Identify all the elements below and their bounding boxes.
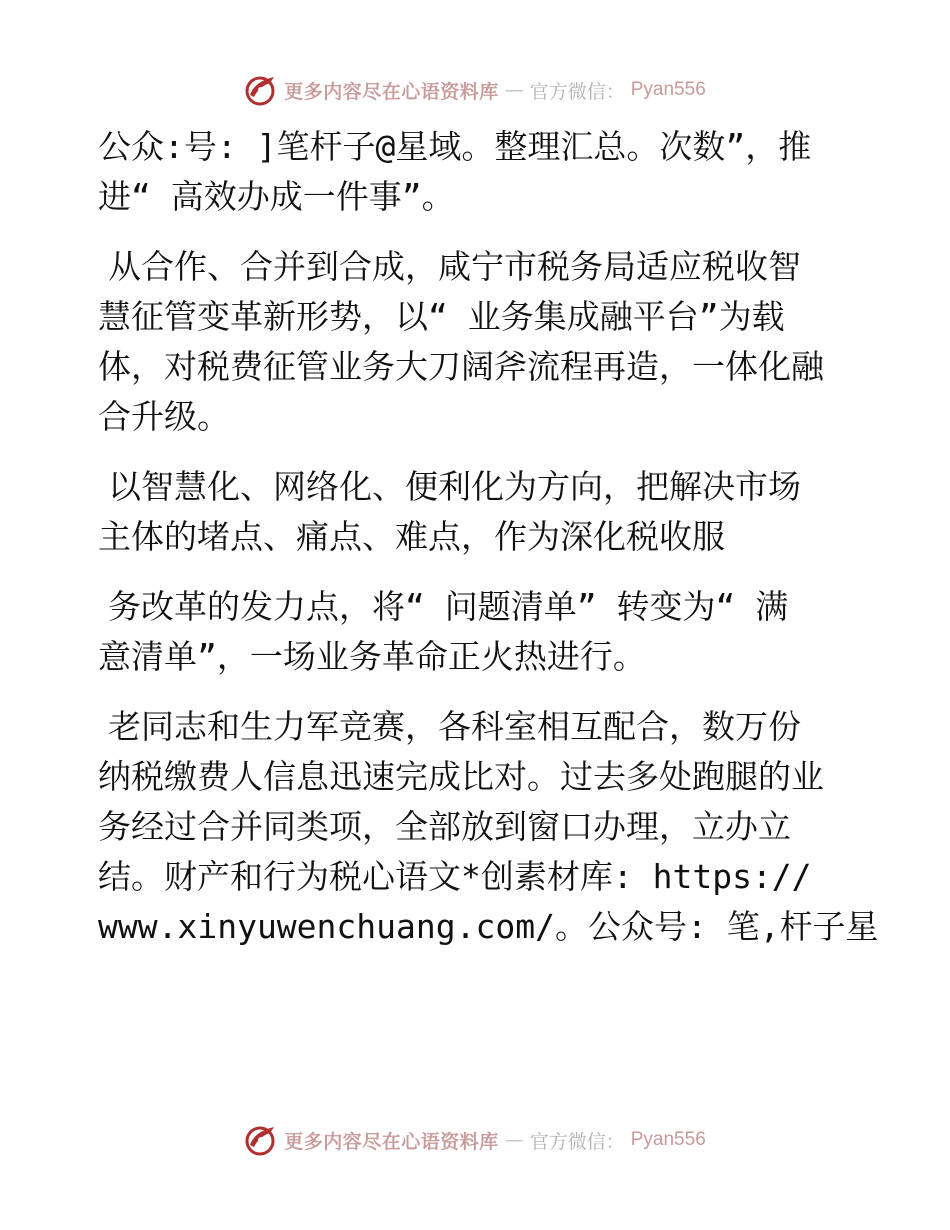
banner-wechat-id: Pyan556 <box>630 1129 706 1150</box>
banner-wechat-id: Pyan556 <box>630 79 706 100</box>
paragraph-4 <box>98 582 858 682</box>
text-line: 从合作、合并到合成，咸宁市税务局适应税收智 <box>108 247 801 286</box>
text-line: 老同志和生力军竞赛，各科室相互配合，数万份 <box>108 707 801 746</box>
text-line: 以智慧化、网络化、便利化为方向，把解决市场 <box>108 467 801 506</box>
banner-wechat-label: 官方微信： <box>529 1130 625 1153</box>
text-line: 进“ 高效办成一件事”。 <box>98 177 455 216</box>
text-line: 结。财产和行为税心语文*创素材库: https:// <box>98 857 812 896</box>
text-line: 公众:号: ]笔杆子@星域。整理汇总。次数”，推 <box>98 127 812 166</box>
text-line: 慧征管变革新形势，以“ 业务集成融平台”为载 <box>98 297 785 336</box>
text-line: 务改革的发力点，将“ 问题清单” 转变为“ 满 <box>108 587 789 626</box>
text-line: 体，对税费征管业务大刀阔斧流程再造，一体化融 <box>98 347 824 386</box>
footer-banner <box>0 1120 950 1160</box>
header-banner <box>0 70 950 110</box>
text-line: 务经过合并同类项，全部放到窗口办理，立办立 <box>98 807 791 846</box>
text-line: 意清单”，一场业务革命正火热进行。 <box>98 637 646 676</box>
pen-nib-logo-icon <box>244 73 278 107</box>
banner-site-name: 更多内容尽在心语资料库 <box>284 80 499 103</box>
paragraph-2 <box>98 242 858 442</box>
banner-wechat-label: 官方微信： <box>529 80 625 103</box>
text-line: 主体的堵点、痛点、难点，作为深化税收服 <box>98 517 725 556</box>
banner-dash: — <box>504 1129 524 1151</box>
paragraph-5 <box>98 702 879 952</box>
text-line: 纳税缴费人信息迅速完成比对。过去多处跑腿的业 <box>98 757 824 796</box>
paragraph-1 <box>98 122 858 222</box>
banner-dash: — <box>504 79 524 101</box>
text-line: 合升级。 <box>98 397 230 436</box>
paragraph-3 <box>98 462 858 562</box>
pen-nib-logo-icon <box>244 1123 278 1157</box>
document-body <box>98 122 879 972</box>
banner-site-name: 更多内容尽在心语资料库 <box>284 1130 499 1153</box>
text-line: www.xinyuwenchuang.com/。公众号: 笔,杆子星 <box>98 907 879 946</box>
